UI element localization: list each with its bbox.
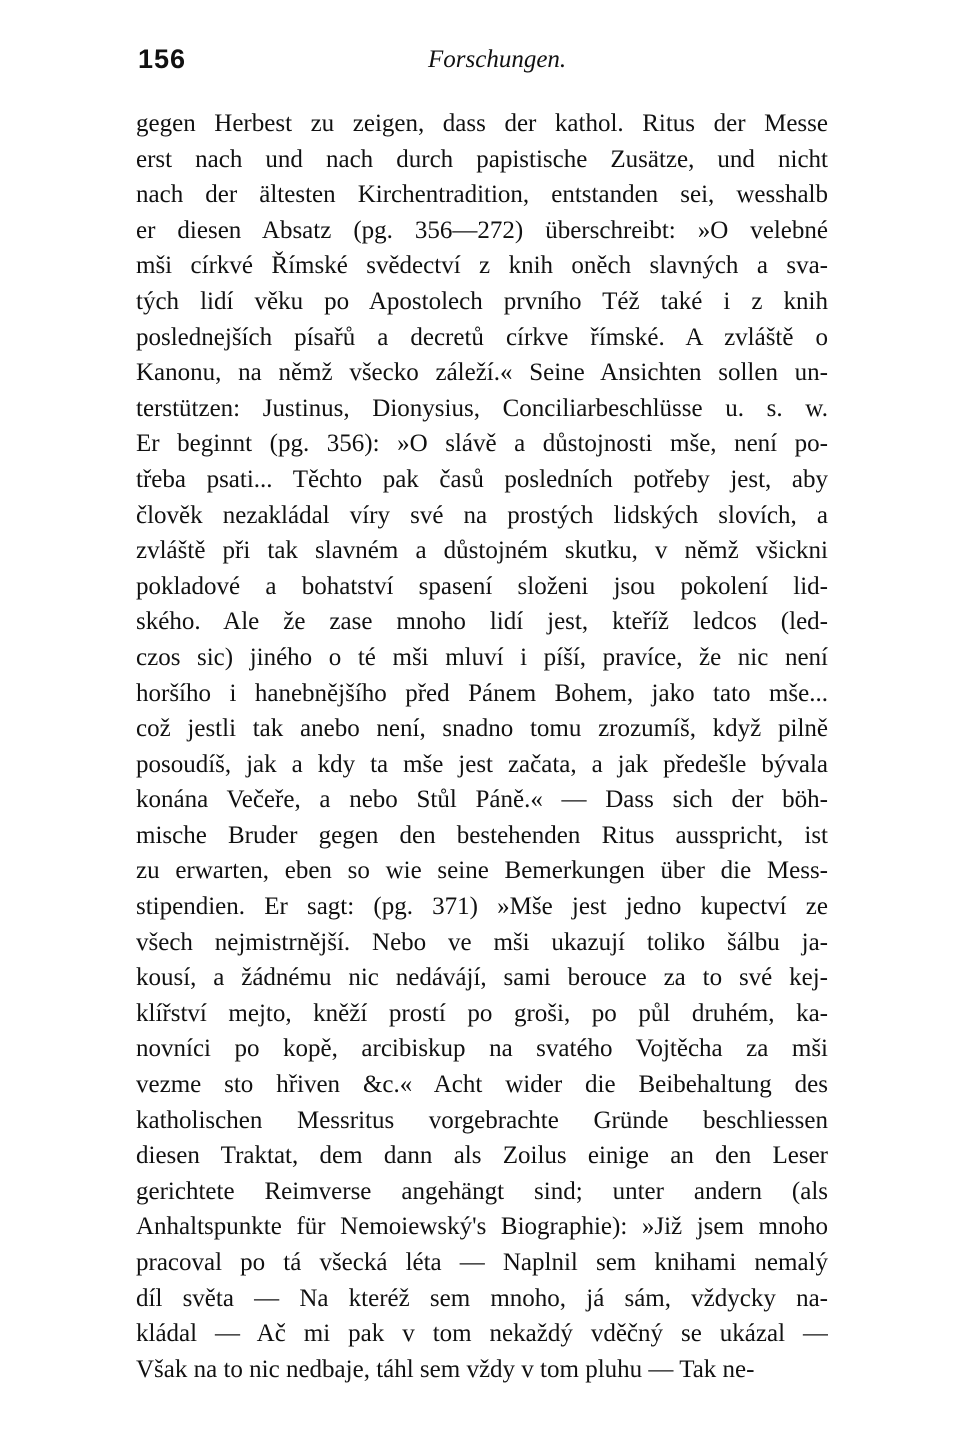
text-line: Anhaltspunkte für Nemoiewský's Biographie): »Již jsem mnoho <box>136 1213 828 1241</box>
text-line: kousí, a žádnému nic nedávájí, sami berouce za to své kej- <box>136 964 828 992</box>
text-line: katholischen Messritus vorgebrachte Gründe beschliessen <box>136 1106 828 1134</box>
text-line: kládal — Ač mi pak v tom nekaždý vděčný se ukázal — <box>136 1320 828 1348</box>
text-line: ského. Ale že zase mnoho lidí jest, kteříž ledcos (led- <box>136 608 828 636</box>
text-line: diesen Traktat, dem dann als Zoilus einige an den Leser <box>136 1142 828 1170</box>
text-line: terstützen: Justinus, Dionysius, Conciliarbeschlüsse u. s. w. <box>136 394 828 422</box>
text-line: zu erwarten, eben so wie seine Bemerkungen über die Mess- <box>136 857 828 885</box>
text-line: gegen Herbest zu zeigen, dass der kathol. Ritus der Messe <box>136 110 828 137</box>
text-line: člověk nezakládal víry své na prostých lidských slovích, a <box>136 501 828 529</box>
text-line: vezme sto hřiven &c.« Acht wider die Beibehaltung des <box>136 1071 828 1099</box>
body-text <box>136 106 828 1387</box>
text-line: czos sic) jiného o té mši mluví i píší, pravíce, že nic není <box>136 643 828 671</box>
text-line: což jestli tak anebo není, snadno tomu zrozumíš, když pilně <box>136 715 828 743</box>
text-line: díl světa — Na kteréž sem mnoho, já sám, vždycky na- <box>136 1284 828 1312</box>
text-line: klířství mejto, kněží prostí po groši, po půl druhém, ka- <box>136 999 828 1027</box>
text-line: pracoval po tá všecká léta — Naplnil sem knihami nemalý <box>136 1249 828 1276</box>
text-line: všech nejmistrnější. Nebo ve mši ukazují toliko šálbu ja- <box>136 928 828 956</box>
text-line: horšího i hanebnějšího před Pánem Bohem, jako tato mše... <box>136 679 828 707</box>
text-line: gerichtete Reimverse angehängt sind; unter andern (als <box>136 1177 828 1205</box>
text-line: nach der ältesten Kirchentradition, entstanden sei, wesshalb <box>136 181 828 209</box>
page-header <box>138 44 828 84</box>
text-line: tých lidí věku po Apostolech prvního Též také i z knih <box>136 287 828 315</box>
text-line: Však na to nic nedbaje, táhl sem vždy v tom pluhu — Tak ne- <box>136 1355 755 1383</box>
text-line: er diesen Absatz (pg. 356—272) überschreibt: »O velebné <box>136 216 828 244</box>
text-line: posoudíš, jak a kdy ta mše jest začata, a jak předešle bývala <box>136 750 828 778</box>
text-line: erst nach und nach durch papistische Zusätze, und nicht <box>136 145 828 173</box>
text-line: zvláště při tak slavném a důstojném skutku, v němž všickni <box>136 537 828 565</box>
text-line: Er beginnt (pg. 356): »O slávě a důstojnosti mše, není po- <box>136 430 828 458</box>
text-line: mische Bruder gegen den bestehenden Ritus ausspricht, ist <box>136 821 828 849</box>
page-number: 156 <box>138 44 187 74</box>
text-line: třeba psati... Těchto pak časů posledních potřeby jest, aby <box>136 465 828 493</box>
text-line: pokladové a bohatství spasení složeni jsou pokolení lid- <box>136 572 828 600</box>
running-title: Forschungen. <box>428 46 567 73</box>
text-line: poslednejších písařů a decretů církve římské. A zvláště o <box>136 323 828 351</box>
text-line: stipendien. Er sagt: (pg. 371) »Mše jest jedno kupectví ze <box>136 893 828 921</box>
text-line: Kanonu, na němž všecko záleží.« Seine Ansichten sollen un- <box>136 359 828 387</box>
text-line: mši církvé Římské svědectví z knih oněch slavných a sva- <box>136 252 828 280</box>
text-line: novníci po kopě, arcibiskup na svatého Vojtěcha za mši <box>136 1035 828 1063</box>
text-line: konána Večeře, a nebo Stůl Páně.« — Dass sich der böh- <box>136 786 828 814</box>
